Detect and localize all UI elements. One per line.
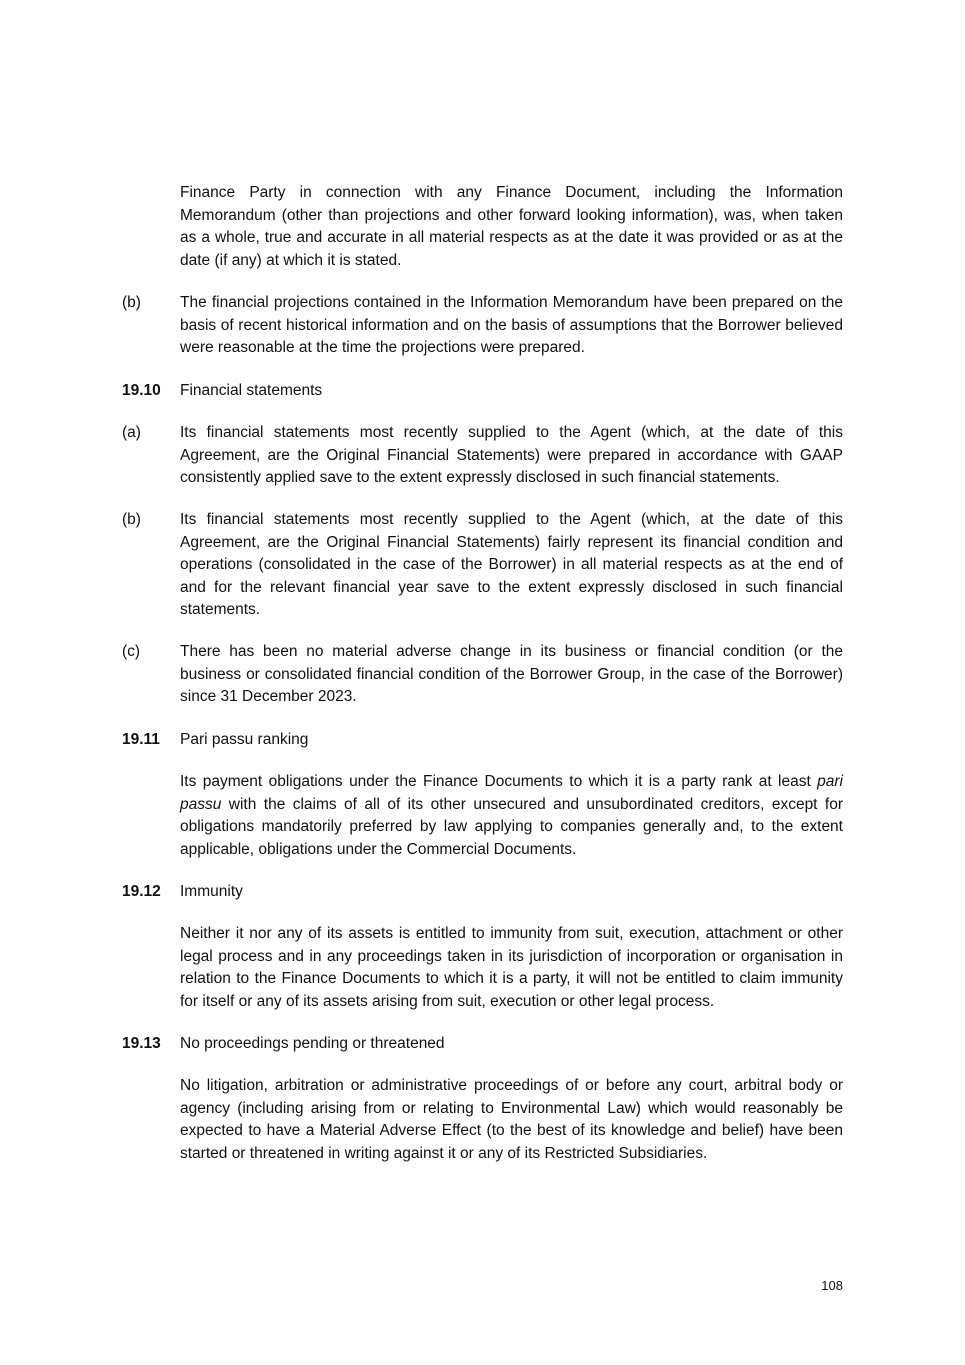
section-title: Financial statements <box>180 382 323 399</box>
clause-label: (c) <box>122 643 141 660</box>
section-19-11-heading <box>122 729 843 752</box>
section-number: 19.13 <box>122 1035 161 1052</box>
section-text <box>180 771 843 861</box>
clause-label: (a) <box>122 424 141 441</box>
section-number: 19.10 <box>122 382 161 399</box>
section-title: No proceedings pending or threatened <box>180 1035 445 1052</box>
section-text: Neither it nor any of its assets is entitled to immunity from suit, execution, attachment or other legal process and in any proceedings taken in its jurisdiction of incorporation or organisation in relation to the Finance Documents to which it is a party, it will not be entitled to claim immunity for itself or any of its assets arising from suit, execution or other legal process. <box>180 925 843 1010</box>
text-before: Its payment obligations under the Finance Documents to which it is a party rank at least <box>180 773 818 790</box>
section-text: No litigation, arbitration or administrative proceedings of or before any court, arbitral body or agency (including arising from or relating to Environmental Law) which would reasonably be expected to have a Material Adverse Effect (to the best of its knowledge and belief) have been started or threatened in writing against it or any of its Restricted Subsidiaries. <box>180 1077 843 1162</box>
clause-label: (b) <box>122 511 141 528</box>
continuation-text: Finance Party in connection with any Finance Document, including the Information Memorandum (other than projections and other forward looking information), was, when taken as a whole, true and accurate in all material respects as at the date it was provided or as at the date (if any) at which it is stated. <box>180 184 843 269</box>
section-19-13-heading <box>122 1033 843 1056</box>
clause-text: There has been no material adverse change in its business or financial condition (or the business or consolidated financial condition of the Borrower Group, in the case of the Borrower) since 31 December 2023. <box>180 643 843 706</box>
section-19-10-item-a <box>122 422 843 490</box>
page-number: 108 <box>821 1278 843 1293</box>
clause-text: The financial projections contained in the Information Memorandum have been prepared on the basis of recent historical information and on the basis of assumptions that the Borrower believed were reasonable at the time the projections were prepared. <box>180 294 843 357</box>
section-number: 19.11 <box>122 731 160 748</box>
clause-label: (b) <box>122 294 141 311</box>
section-19-13-body <box>122 1075 843 1165</box>
italic-term: pari passu <box>180 773 843 813</box>
section-number: 19.12 <box>122 883 161 900</box>
clause-text: Its financial statements most recently supplied to the Agent (which, at the date of this Agreement, are the Original Financial Statements) were prepared in accordance with GAAP consistently applied save to the extent expressly disclosed in such financial statements. <box>180 424 843 487</box>
section-19-10-heading <box>122 380 843 403</box>
text-after: with the claims of all of its other unsecured and unsubordinated creditors, except for obligations mandatorily preferred by law applying to companies generally and, to the extent applicable, obligations under the Commercial Documents. <box>180 795 843 858</box>
clause-text: Its financial statements most recently supplied to the Agent (which, at the date of this Agreement, are the Original Financial Statements) fairly represent its financial condition and operations (consolidated in the case of the Borrower) in all material respects as at the end of and for the relevant financial year save to the extent expressly disclosed in such financial statements. <box>180 511 843 619</box>
section-19-11-body <box>122 771 843 861</box>
section-title: Pari passu ranking <box>180 731 309 748</box>
section-title: Immunity <box>180 883 243 900</box>
section-19-10-item-b <box>122 509 843 622</box>
section-19-12-heading <box>122 881 843 904</box>
section-19-10-item-c <box>122 641 843 709</box>
continuation-paragraph <box>122 182 843 272</box>
projections-clause <box>122 292 843 360</box>
section-19-12-body <box>122 923 843 1013</box>
